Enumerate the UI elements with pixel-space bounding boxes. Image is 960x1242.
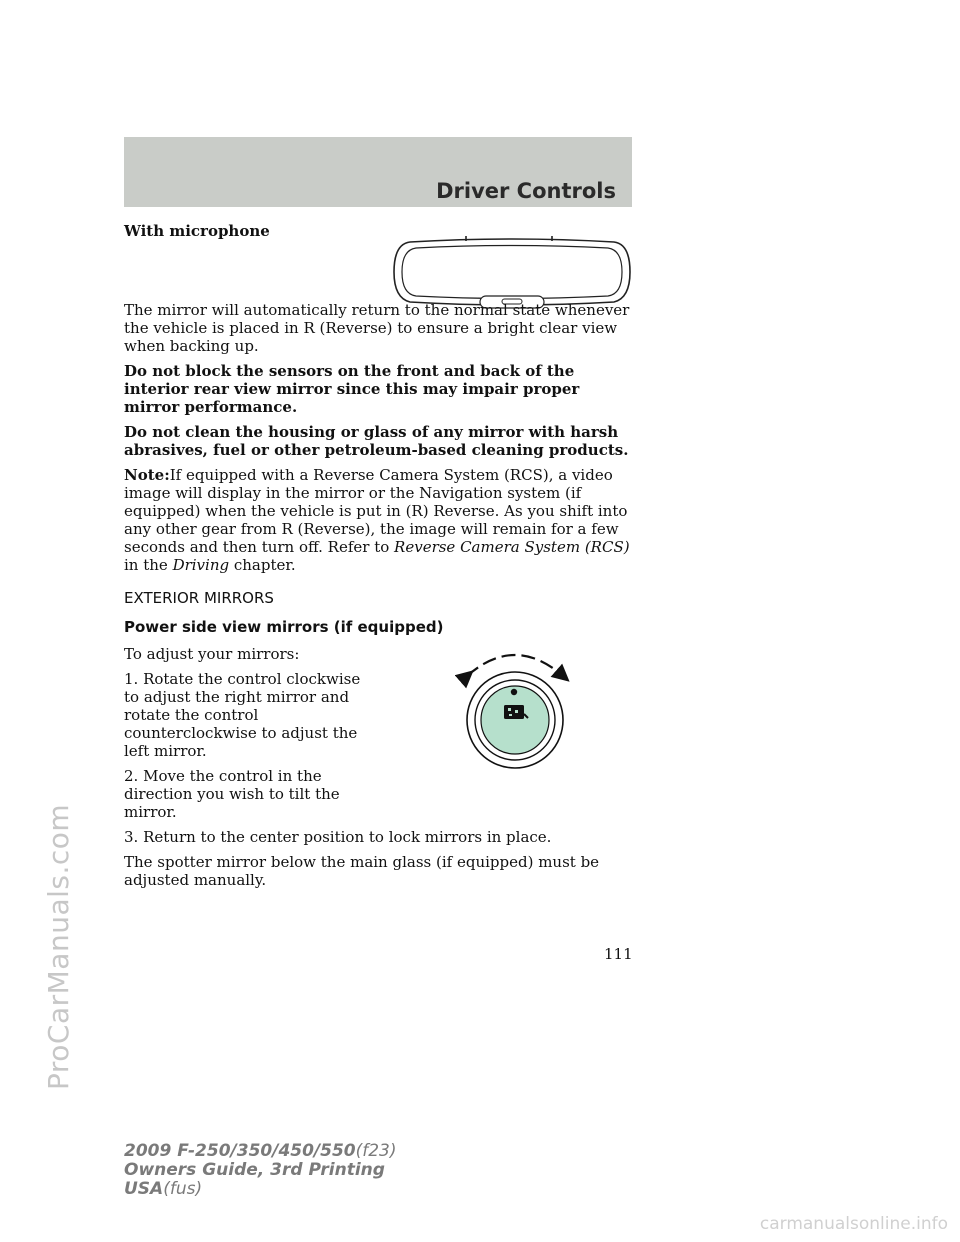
rcs-note: Note:If equipped with a Reverse Camera System (RCS), a video image will display in the mirror or the Navigation system (if equipped) when the vehicle is put in (R) Reverse. As you shift into any other gear from R (Reverse), the image will remain for a few seconds and then turn off. Refer to Reverse Camera System (RCS) in the Driving chapter. bbox=[124, 466, 630, 574]
cleaning-warning: Do not clean the housing or glass of any mirror with harsh abrasives, fuel or other petroleum-based cleaning products. bbox=[124, 423, 629, 459]
mirror-icon bbox=[504, 705, 524, 719]
control-knob bbox=[481, 686, 549, 754]
step-3: 3. Return to the center position to lock mirrors in place. bbox=[124, 828, 552, 846]
footer-watermark: carmanualsonline.info bbox=[759, 1214, 948, 1234]
mirror-control-illustration bbox=[455, 640, 575, 770]
section-title: Driver Controls bbox=[436, 179, 616, 203]
reverse-paragraph: The mirror will automatically return to the normal state whenever the vehicle is placed in R (Reverse) to ensure a bright clear view when backing up. bbox=[124, 301, 630, 355]
page-number: 111 bbox=[604, 945, 633, 963]
header-band bbox=[124, 137, 632, 207]
power-mirrors-heading: Power side view mirrors (if equipped) bbox=[124, 618, 444, 636]
adjust-intro: To adjust your mirrors: bbox=[124, 645, 300, 663]
sidebar-watermark: ProCarManuals.com bbox=[42, 803, 75, 1090]
step-1: 1. Rotate the control clockwise to adjust the right mirror and rotate the control counterclockwise to adjust the left mirror. bbox=[124, 670, 361, 760]
with-microphone-label: With microphone bbox=[124, 222, 270, 240]
exterior-mirrors-heading: EXTERIOR MIRRORS bbox=[124, 589, 274, 607]
step-2: 2. Move the control in the direction you wish to tilt the mirror. bbox=[124, 767, 340, 821]
sensor-warning: Do not block the sensors on the front and back of the interior rear view mirror since this may impair proper mirror performance. bbox=[124, 362, 580, 416]
footer-info: 2009 F-250/350/450/550(f23) Owners Guide, 3rd Printing USA(fus) bbox=[124, 1141, 397, 1199]
spotter-mirror-note: The spotter mirror below the main glass (if equipped) must be adjusted manually. bbox=[124, 853, 600, 889]
